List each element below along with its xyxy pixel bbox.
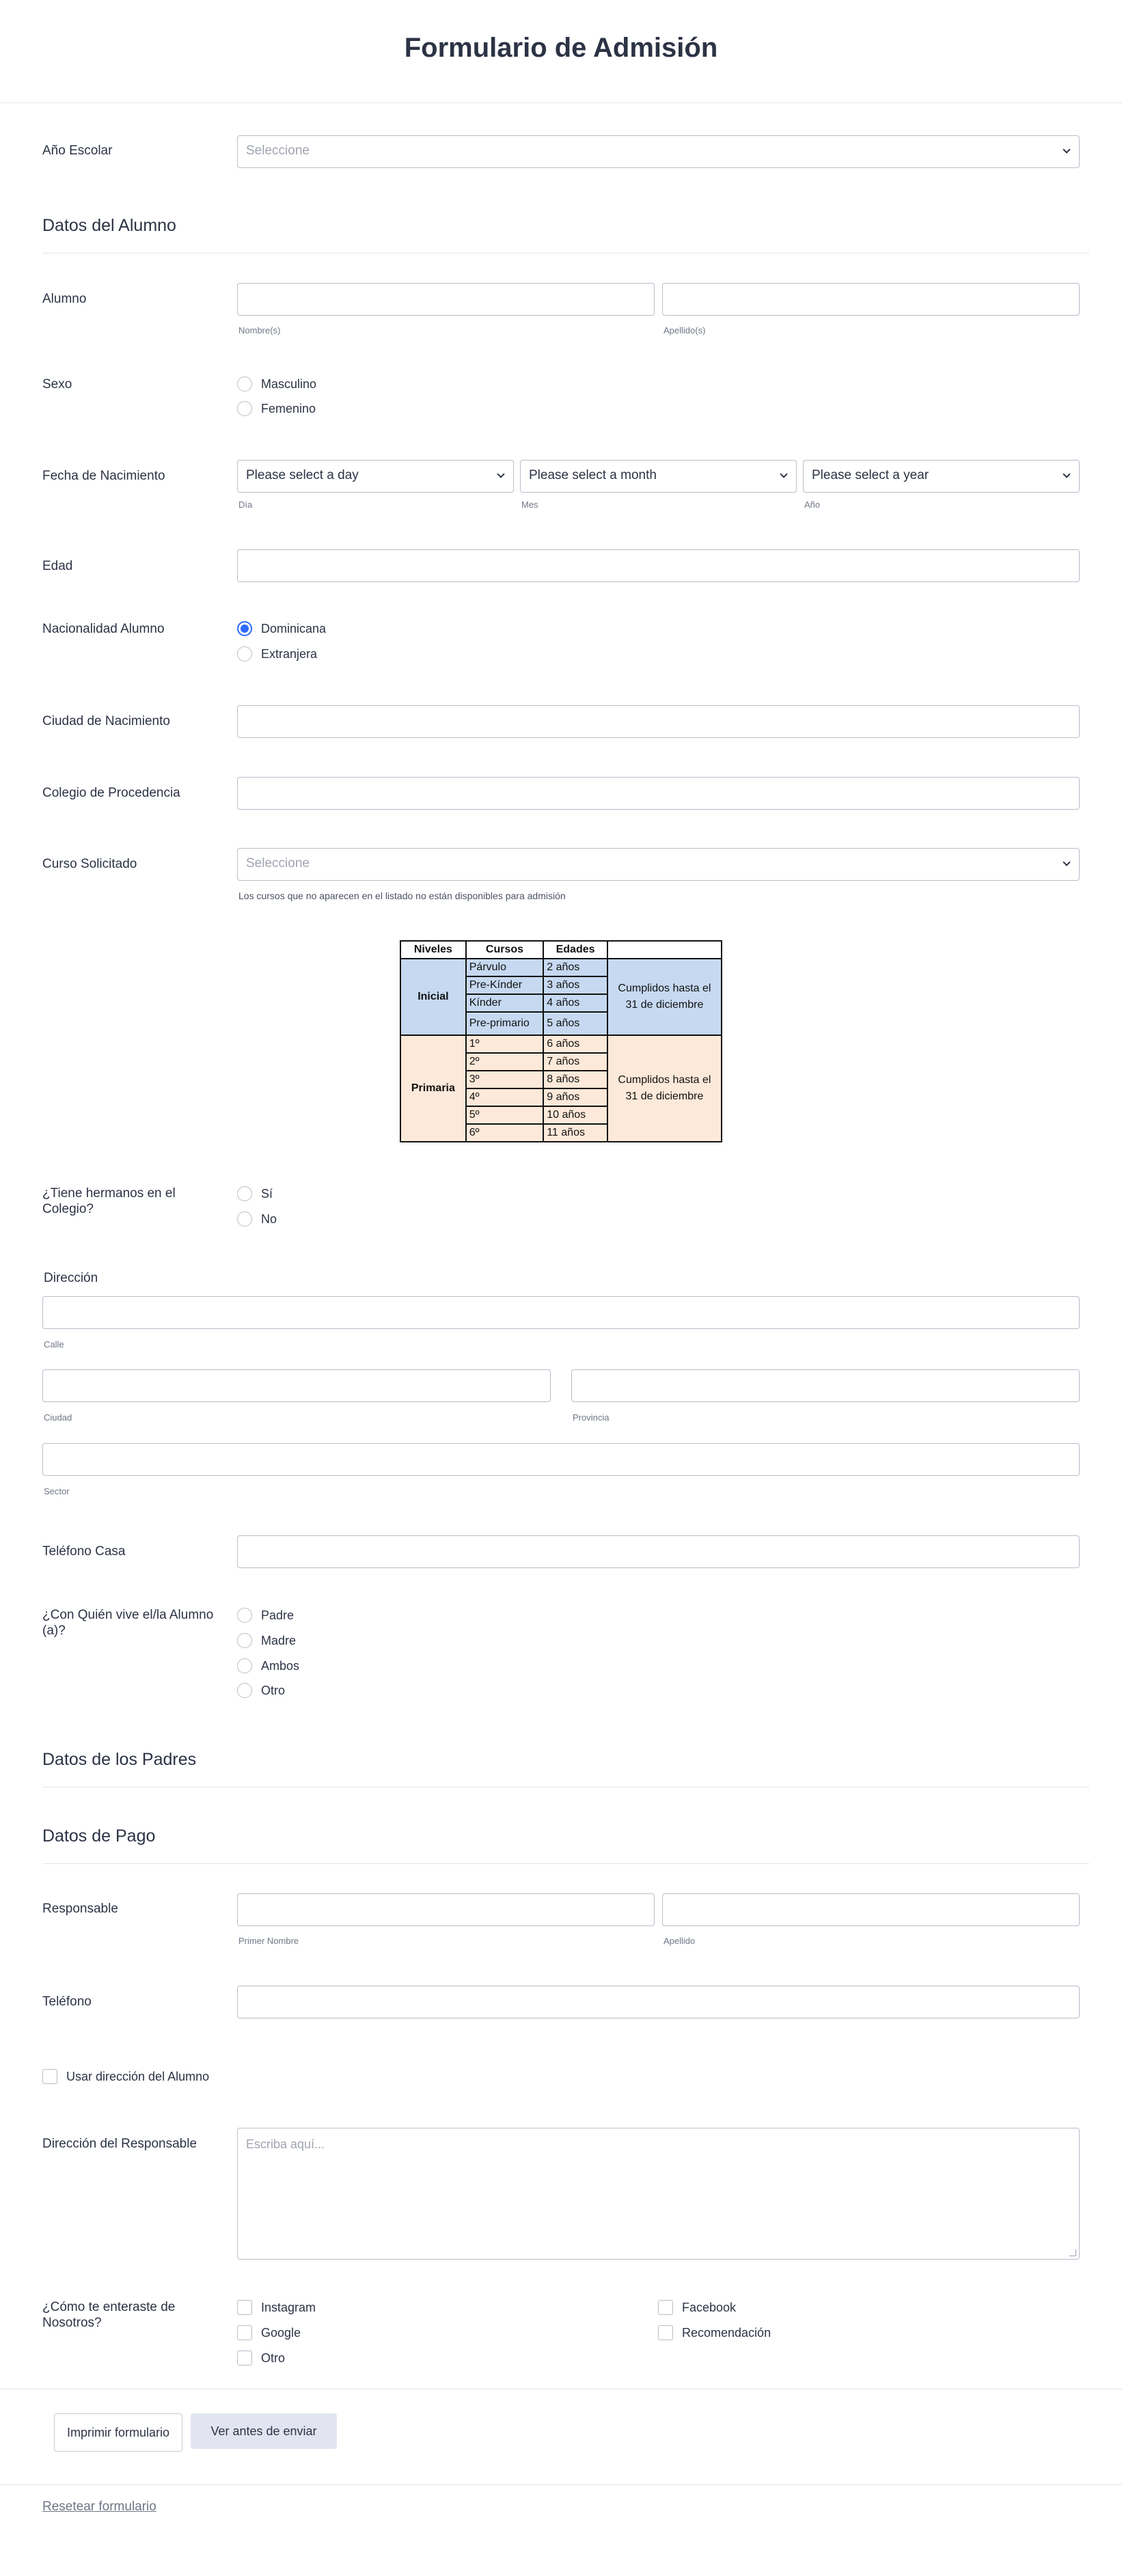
school-year-select[interactable] [237, 135, 1080, 168]
address-province-sublabel: Provincia [573, 1412, 610, 1423]
form-title: Formulario de Admisión [404, 33, 718, 63]
use-student-address-checkbox[interactable] [42, 2069, 57, 2084]
address-sector-input[interactable] [42, 1443, 1080, 1476]
use-student-address-label: Usar dirección del Alumno [66, 2070, 210, 2083]
phone-label: Teléfono [42, 1995, 92, 2009]
home-phone-label: Teléfono Casa [42, 1544, 126, 1559]
cutoff-primaria: Cumplidos hasta el 31 de diciembre [607, 1035, 722, 1142]
lives-with-label: ¿Con Quién vive el/la Alumno (a)? [42, 1608, 214, 1638]
table-cell: 4º [466, 1088, 543, 1106]
sex-option-masculino: Masculino [261, 377, 317, 391]
lives-with-radio-ambos[interactable] [237, 1658, 252, 1673]
table-cell: 6º [466, 1124, 543, 1142]
level-primaria: Primaria [400, 1035, 466, 1142]
header-divider [0, 102, 1122, 103]
birth-day-placeholder: Please select a day [246, 468, 359, 482]
school-year-placeholder: Seleccione [246, 143, 310, 158]
responsible-first-name-input[interactable] [237, 1893, 655, 1926]
birth-year-sublabel: Año [804, 499, 821, 510]
siblings-option-si: Sí [261, 1187, 273, 1201]
age-label: Edad [42, 559, 73, 573]
table-cell: Pre-primario [466, 1012, 543, 1035]
siblings-radio-no[interactable] [237, 1211, 252, 1227]
student-last-name-sublabel: Apellido(s) [663, 325, 706, 335]
birth-city-input[interactable] [237, 705, 1080, 738]
lives-with-radio-madre[interactable] [237, 1633, 252, 1648]
responsible-address-placeholder: Escriba aquí... [246, 2137, 325, 2151]
address-street-sublabel: Calle [44, 1339, 64, 1349]
birth-month-placeholder: Please select a month [529, 468, 657, 482]
birth-year-select[interactable] [803, 460, 1080, 493]
responsible-address-textarea[interactable] [237, 2128, 1080, 2260]
siblings-radio-si[interactable] [237, 1186, 252, 1201]
chevron-down-icon [1063, 858, 1070, 866]
lives-with-radio-otro[interactable] [237, 1683, 252, 1698]
sex-label: Sexo [42, 377, 72, 392]
section-divider [42, 1863, 1089, 1864]
course-select[interactable] [237, 848, 1080, 881]
responsible-first-name-sublabel: Primer Nombre [238, 1936, 299, 1946]
lives-with-option-padre: Padre [261, 1608, 295, 1622]
sex-radio-masculino[interactable] [237, 376, 252, 392]
table-cell: Kínder [466, 994, 543, 1012]
previous-school-input[interactable] [237, 777, 1080, 810]
address-city-sublabel: Ciudad [44, 1412, 72, 1423]
table-cell: 2 años [543, 959, 607, 976]
siblings-option-no: No [261, 1212, 277, 1226]
footer-divider [0, 2484, 1122, 2485]
student-last-name-input[interactable] [662, 283, 1080, 316]
course-age-table [400, 940, 722, 1142]
table-cell: 11 años [543, 1124, 607, 1142]
chevron-down-icon [1063, 470, 1070, 478]
table-cell: 2º [466, 1053, 543, 1071]
table-cell: 4 años [543, 994, 607, 1012]
chevron-down-icon [497, 470, 504, 478]
parents-section-heading: Datos de los Padres [42, 1750, 197, 1769]
lives-with-option-madre: Madre [261, 1634, 297, 1647]
table-cell: Párvulo [466, 959, 543, 976]
how-found-label: ¿Cómo te enteraste de Nosotros? [42, 2300, 176, 2330]
nationality-radio-extranjera[interactable] [237, 646, 252, 661]
responsible-label: Responsable [42, 1902, 118, 1916]
address-province-input[interactable] [571, 1369, 1080, 1402]
nationality-option-extranjera: Extranjera [261, 647, 318, 661]
nationality-label: Nacionalidad Alumno [42, 622, 165, 636]
table-header: Edades [543, 941, 607, 959]
course-label: Curso Solicitado [42, 857, 137, 871]
table-cell: 7 años [543, 1053, 607, 1071]
birth-day-sublabel: Día [238, 499, 253, 510]
section-divider [42, 253, 1089, 254]
table-cell: 8 años [543, 1071, 607, 1088]
table-cell: 5º [466, 1106, 543, 1124]
phone-input[interactable] [237, 1986, 1080, 2018]
how-found-checkbox-otro[interactable] [237, 2351, 252, 2366]
how-found-checkbox-google[interactable] [237, 2325, 252, 2340]
course-hint: Los cursos que no aparecen en el listado no están disponibles para admisión [238, 890, 566, 901]
birth-city-label: Ciudad de Nacimiento [42, 714, 170, 728]
how-found-option-otro: Otro [261, 2351, 286, 2365]
table-cell: Pre-Kínder [466, 976, 543, 994]
how-found-checkbox-recomendacion[interactable] [658, 2325, 673, 2340]
preview-button[interactable]: Ver antes de enviar [191, 2413, 337, 2449]
school-year-label: Año Escolar [42, 143, 113, 158]
table-cell: 6 años [543, 1035, 607, 1053]
birth-day-select[interactable] [237, 460, 514, 493]
payment-section-heading: Datos de Pago [42, 1826, 156, 1846]
student-first-name-sublabel: Nombre(s) [238, 325, 281, 335]
nationality-option-dominicana: Dominicana [261, 622, 327, 635]
responsible-last-name-input[interactable] [662, 1893, 1080, 1926]
print-form-button[interactable]: Imprimir formulario [54, 2413, 182, 2452]
how-found-option-google: Google [261, 2326, 301, 2340]
how-found-checkbox-instagram[interactable] [237, 2300, 252, 2315]
course-placeholder: Seleccione [246, 856, 310, 871]
how-found-option-instagram: Instagram [261, 2301, 316, 2314]
birth-date-label: Fecha de Nacimiento [42, 469, 165, 483]
table-cell: 3 años [543, 976, 607, 994]
table-cell: 1º [466, 1035, 543, 1053]
table-header: Niveles [400, 941, 466, 959]
student-name-label: Alumno [42, 292, 87, 306]
chevron-down-icon [780, 470, 787, 478]
birth-month-select[interactable] [520, 460, 797, 493]
address-street-input[interactable] [42, 1296, 1080, 1329]
lives-with-option-ambos: Ambos [261, 1659, 300, 1673]
student-first-name-input[interactable] [237, 283, 655, 316]
table-header: Cursos [466, 941, 543, 959]
how-found-option-recomendacion: Recomendación [682, 2326, 771, 2340]
address-city-input[interactable] [42, 1369, 551, 1402]
table-cell: 5 años [543, 1012, 607, 1035]
previous-school-label: Colegio de Procedencia [42, 786, 180, 800]
resize-grip-icon[interactable] [1069, 2249, 1076, 2256]
lives-with-option-otro: Otro [261, 1684, 286, 1697]
address-label: Dirección [44, 1271, 98, 1285]
how-found-checkbox-facebook[interactable] [658, 2300, 673, 2315]
age-input[interactable] [237, 549, 1080, 582]
nationality-radio-dominicana[interactable] [237, 621, 252, 636]
birth-year-placeholder: Please select a year [812, 468, 929, 482]
cutoff-inicial: Cumplidos hasta el 31 de diciembre [607, 959, 722, 1035]
responsible-last-name-sublabel: Apellido [663, 1936, 696, 1946]
responsible-address-label: Dirección del Responsable [42, 2137, 197, 2151]
level-inicial: Inicial [400, 959, 466, 1035]
lives-with-radio-padre[interactable] [237, 1608, 252, 1623]
birth-month-sublabel: Mes [521, 499, 538, 510]
siblings-label: ¿Tiene hermanos en el Colegio? [42, 1186, 176, 1216]
how-found-option-facebook: Facebook [682, 2301, 737, 2314]
home-phone-input[interactable] [237, 1535, 1080, 1568]
table-cell: 3º [466, 1071, 543, 1088]
chevron-down-icon [1063, 146, 1070, 153]
address-sector-sublabel: Sector [44, 1486, 70, 1496]
table-cell: 10 años [543, 1106, 607, 1124]
student-section-heading: Datos del Alumno [42, 216, 176, 235]
reset-form-link[interactable]: Resetear formulario [42, 2499, 156, 2514]
sex-option-femenino: Femenino [261, 402, 316, 415]
sex-radio-femenino[interactable] [237, 401, 252, 416]
table-cell: 9 años [543, 1088, 607, 1106]
